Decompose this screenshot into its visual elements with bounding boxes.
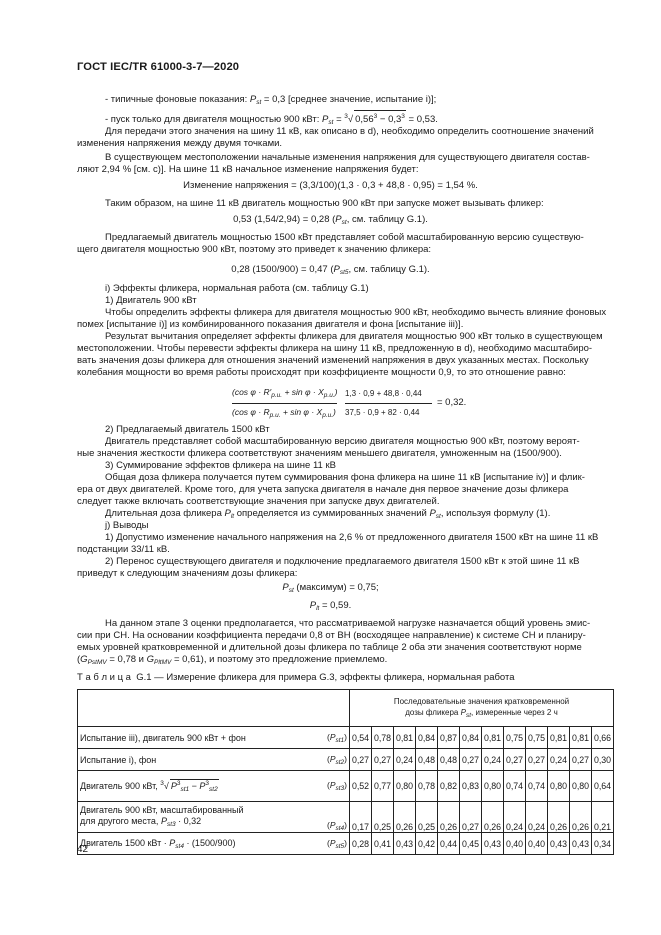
table-row — [78, 833, 614, 855]
paragraph-line: Общая доза фликера получается путем суммирования фона фликера на шине 11 кВ [испытание iv)] и флик- — [105, 472, 585, 483]
table-cell: 0,78 — [372, 727, 394, 749]
table-cell: 0,27 — [372, 749, 394, 771]
subsection-heading: 1) Двигатель 900 кВт — [105, 295, 197, 306]
ratio-denominator: 37,5 · 0,9 + 82 · 0,44 — [345, 408, 420, 417]
ratio-numerator: 1,3 · 0,9 + 48,8 · 0,44 — [345, 389, 422, 398]
table-cell: 0,54 — [350, 727, 372, 749]
paragraph-line: вать значения дозы фликера для отношения значений изменений напряжения в двух указанных местах. Поскольку — [77, 355, 589, 366]
table-cell: 0,48 — [416, 749, 438, 771]
table-cell: 0,26 — [394, 802, 416, 833]
table-cell: 0,64 — [592, 771, 614, 802]
table-cell: 0,27 — [350, 749, 372, 771]
table-header-line1: Последовательные значения кратковременной — [393, 696, 570, 706]
table-cell: 0,75 — [526, 727, 548, 749]
table-cell: 0,80 — [570, 771, 592, 802]
equation-pst: 0,53 (1,54/2,94) = 0,28 ($P_{st}$, см. таблицу G.1). — [233, 214, 428, 226]
table-header-line2: дозы фликера $P_{st}$, измеренные через 2 ч — [405, 707, 558, 719]
subsection-heading: 3) Суммирование эффектов фликера на шине 11 кВ — [105, 460, 336, 471]
table-cell: 0,66 — [592, 727, 614, 749]
table-cell: 0,21 — [592, 802, 614, 833]
table-cell: 0,80 — [548, 771, 570, 802]
paragraph-line: сии при СН. На основании коэффициента передачи 0,8 от ВН (восходящее направление) к системе СН и планиру- — [77, 630, 586, 641]
row-label: Испытание i), фон — [78, 749, 318, 771]
table-header-values — [350, 690, 614, 727]
paragraph-line: 1) Допустимо изменение начального напряжения на 2,6 % от предложенного двигателя 1500 кВт на шине 11 кВ — [105, 532, 599, 543]
table-cell: 0,87 — [438, 727, 460, 749]
paragraph-line: ера от двух двигателей. Кроме того, для учета запуска двигателя в начале дня первое значение дозы фликера — [77, 484, 569, 495]
table-cell: 0,43 — [548, 833, 570, 855]
flicker-table — [77, 689, 614, 855]
ratio-result: = 0,32. — [437, 397, 467, 408]
paragraph-line: изменения напряжения между двумя точками. — [77, 138, 283, 149]
section-heading-i: i) Эффекты фликера, нормальная работа (см. таблицу G.1) — [105, 283, 369, 294]
section-heading-j: j) Выводы — [105, 520, 149, 531]
paragraph-line: помех [испытание i)] из комбинированного показания двигателя и фона [испытание iii)]. — [77, 319, 464, 330]
table-cell: 0,77 — [372, 771, 394, 802]
table-cell: 0,25 — [372, 802, 394, 833]
table-cell: 0,26 — [570, 802, 592, 833]
table-row — [78, 727, 614, 749]
table-cell: 0,40 — [504, 833, 526, 855]
table-header-row — [78, 690, 614, 727]
row-symbol: $(P_{st2})$ — [317, 749, 349, 771]
table-cell: 0,44 — [438, 833, 460, 855]
row-symbol: $(P_{st5})$ — [317, 833, 349, 855]
table-cell: 0,84 — [416, 727, 438, 749]
table-cell: 0,30 — [592, 749, 614, 771]
paragraph-line: колебания мощности во время работы происходят при коэффициенте мощности 0,9, то это отношение равно: — [77, 367, 566, 378]
table-row — [78, 749, 614, 771]
table-cell: 0,42 — [416, 833, 438, 855]
table-cell: 0,43 — [570, 833, 592, 855]
table-cell: 0,80 — [394, 771, 416, 802]
table-cell: 0,24 — [504, 802, 526, 833]
table-cell: 0,24 — [548, 749, 570, 771]
table-caption-text: G.1 — Измерение фликера для примера G.3, эффекты фликера, нормальная работа — [136, 672, 515, 683]
table-cell: 0,26 — [548, 802, 570, 833]
table-cell: 0,81 — [394, 727, 416, 749]
table-cell: 0,26 — [438, 802, 460, 833]
paragraph-line: Результат вычитания определяет эффекты фликера для двигателя мощностью 900 кВт только в существующем — [105, 331, 603, 342]
table-cell: 0,84 — [460, 727, 482, 749]
table-cell: 0,82 — [438, 771, 460, 802]
page-number: 42 — [77, 844, 89, 855]
paragraph-line: ные значения жесткости фликера соответствуют значениям меньшего двигателя, умноженным на (1500/900). — [77, 448, 562, 459]
table-cell: 0,81 — [482, 727, 504, 749]
table-cell: 0,74 — [504, 771, 526, 802]
paragraph-line: Таким образом, на шине 11 кВ двигатель мощностью 900 кВт при запуске может вызывать фликер: — [105, 198, 544, 209]
table-cell: 0,17 — [350, 802, 372, 833]
table-cell: 0,48 — [438, 749, 460, 771]
row-label: Двигатель 1500 кВт · $P_{st4} \cdot (1500/900)$ — [78, 833, 318, 855]
paragraph-line: 2) Перенос существующего двигателя и подключение предлагаемого двигателя 1500 кВт к этой шине 11 кВ — [105, 556, 580, 567]
table-cell: 0,28 — [350, 833, 372, 855]
table-cell: 0,24 — [526, 802, 548, 833]
table-cell: 0,81 — [570, 727, 592, 749]
paragraph-line: В существующем местоположении начальные изменения напряжения для существующего двигателя состав- — [105, 152, 590, 163]
paragraph-line: приведут к следующим значениям дозы фликера: — [77, 568, 298, 579]
table-cell: 0,74 — [526, 771, 548, 802]
paragraph-line: следует также включать соответствующие значения при запуске двух двигателей. — [77, 496, 440, 507]
row-symbol: $(P_{st1})$ — [317, 727, 349, 749]
page-header: ГОСТ IEC/TR 61000-3-7—2020 — [77, 61, 240, 73]
subsection-heading: 2) Предлагаемый двигатель 1500 кВт — [105, 424, 270, 435]
table-cell: 0,43 — [394, 833, 416, 855]
table-header-empty — [78, 690, 350, 727]
equation-pst5: 0,28 (1500/900) = 0,47 ($P_{st5}$, см. таблицу G.1). — [231, 264, 430, 276]
table-cell: 0,83 — [460, 771, 482, 802]
table-cell: 0,40 — [526, 833, 548, 855]
table-cell: 0,34 — [592, 833, 614, 855]
table-caption-prefix: Т а б л и ц а — [77, 672, 131, 683]
table-cell: 0,27 — [504, 749, 526, 771]
row-label: Двигатель 900 кВт, $^3$√ $P^3_{st1} - P^3_{st2}$ — [78, 771, 318, 802]
paragraph-line: Предлагаемый двигатель мощностью 1500 кВт представляет собой масштабированную версию существую- — [105, 232, 584, 243]
table-cell: 0,27 — [570, 749, 592, 771]
table-row — [78, 802, 614, 833]
table-cell: 0,75 — [504, 727, 526, 749]
equation-voltage-change: Изменение напряжения = (3,3/100)(1,3 · 0,3 + 48,8 · 0,95) = 1,54 %. — [183, 180, 478, 191]
table-cell: 0,27 — [460, 802, 482, 833]
table-cell: 0,26 — [482, 802, 504, 833]
table-row — [78, 771, 614, 802]
row-symbol: $(P_{st3})$ — [317, 771, 349, 802]
paragraph-line: Для передачи этого значения на шину 11 кВ, как описано в d), необходимо определить соотношение значений — [105, 126, 594, 137]
paragraph-line: емых уровней кратковременной и длительной дозы фликера по таблице 2 оба эти значения соответствуют норме — [77, 642, 582, 653]
equation-plt: $P_{lt} = 0,59$. — [309, 600, 352, 612]
table-cell: 0,52 — [350, 771, 372, 802]
equation-pst-max: $P_{st}$ (максимум) = 0,75; — [282, 582, 379, 594]
table-cell: 0,41 — [372, 833, 394, 855]
row-label: Испытание iii), двигатель 900 кВт + фон — [78, 727, 318, 749]
line-background: - типичные фоновые показания: $P_{st} = 0,3$ [среднее значение, испытание i)]; — [105, 94, 437, 106]
paragraph-conclusion: ($G_{PstMV} = 0,78$ и $G_{PltMV} = 0,61$), и поэтому это предложение приемлемо. — [77, 654, 388, 666]
table-cell: 0,24 — [482, 749, 504, 771]
table-cell: 0,25 — [416, 802, 438, 833]
row-label: Двигатель 900 кВт, масштабированный для другого места, $P_{st3} \cdot 0,32$ — [78, 802, 318, 833]
table-cell: 0,27 — [460, 749, 482, 771]
paragraph-line: Чтобы определить эффекты фликера для двигателя мощностью 900 кВт, необходимо вычесть влияние фоновых — [105, 307, 607, 318]
table-cell: 0,27 — [526, 749, 548, 771]
table-cell: 0,45 — [460, 833, 482, 855]
table-cell: 0,43 — [482, 833, 504, 855]
table-cell: 0,24 — [394, 749, 416, 771]
row-symbol: $(P_{st4})$ — [317, 802, 349, 833]
table-cell: 0,80 — [482, 771, 504, 802]
paragraph-line: щего двигателя мощностью 900 кВт, поэтому это приведет к значению фликера: — [77, 244, 432, 255]
paragraph-line: На данном этапе 3 оценки предполагается, что рассматриваемой нагрузке назначается общий уровень эмис- — [105, 618, 591, 629]
table-cell: 0,78 — [416, 771, 438, 802]
paragraph-line: подстанции 33/11 кВ. — [77, 544, 170, 555]
line-motor-start: - пуск только для двигателя мощностью 900 кВт: $P_{st} = ^3√$ $0,56^3 - 0,3^3 = 0,53$. — [105, 110, 438, 129]
table-caption — [77, 672, 515, 684]
paragraph-plt: Длительная доза фликера $P_{lt}$ определяется из суммированных значений $P_{st}$, используя формулу (1). — [105, 508, 551, 520]
table-cell: 0,81 — [548, 727, 570, 749]
paragraph-line: местоположении. Чтобы перевести эффекты фликера на шину 11 кВ, предложенную в d), необходимо масштабиро- — [77, 343, 593, 354]
paragraph-line: ляют 2,94 % [см. с)]. На шине 11 кВ начальное изменение напряжения будет: — [77, 164, 419, 175]
paragraph-line: Двигатель представляет собой масштабированную версию двигателя мощностью 900 кВт, поэтому вероят- — [105, 436, 580, 447]
ratio-formula: (cos $\varphi \cdot R'_{p.u.} + \sin \varphi \cdot X_{p.u.}$) (cos $\varphi \cdot R_{p.u.} + \sin \varphi \cdot X_{p.u.}$) 1,3 · 0,9 + 48,8 · 0,44 37,5 · 0,9 + 82 · 0,44 = 0,32. — [232, 387, 467, 419]
